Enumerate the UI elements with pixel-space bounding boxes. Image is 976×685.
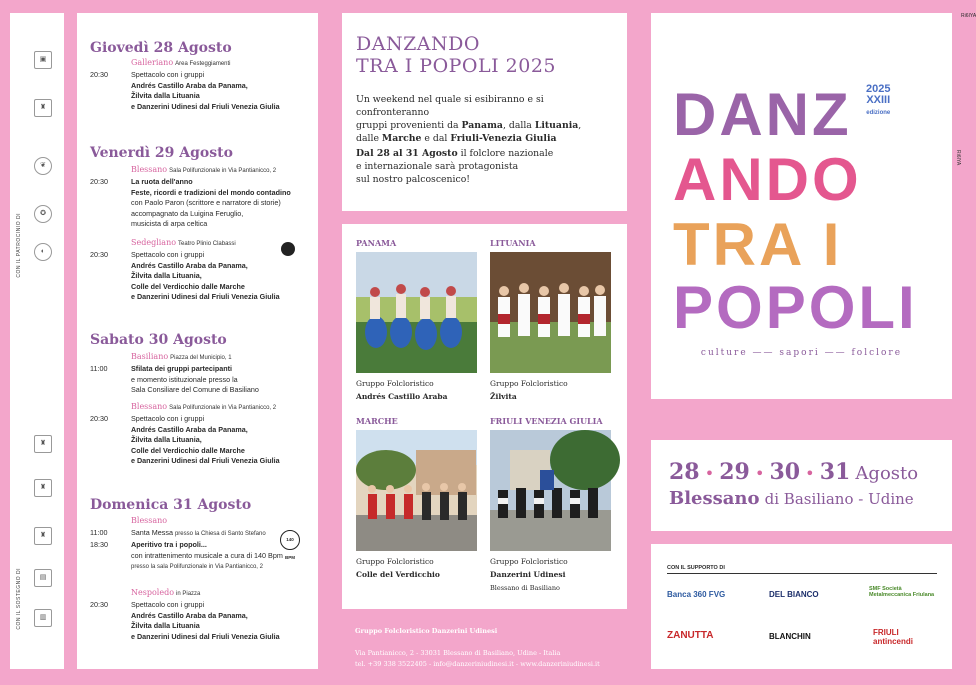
crest-logo-icon-3: ♜ bbox=[34, 527, 52, 545]
region-logo-icon: ▣ bbox=[34, 51, 52, 69]
theatre-logo-icon bbox=[281, 242, 295, 256]
organizer-footer: Gruppo Folcloristico Danzerini Udinesi Via Pantianicco, 2 - 33031 Blessano di Basiliano, Udine - Italia tel. +39 338 3522405 - info@danzeriniudinesi.it - www.danzeriniudinesi.it bbox=[355, 627, 600, 668]
sponsor-friuli-antincendi: FRIULI antincendi bbox=[873, 628, 914, 646]
sponsor-zanutta: ZANUTTA bbox=[667, 630, 714, 641]
sponsor-smf: SMF Società Metalmeccanica Friulana bbox=[869, 586, 935, 598]
sponsors-panel bbox=[651, 544, 952, 669]
intro-paragraph-1: Un weekend nel quale si esibiranno e si confronteranno gruppi provenienti da Panama, dalla Lituania, dalle Marche e dal Friuli-Venezia Giulia bbox=[356, 94, 582, 144]
group-country: PANAMA bbox=[356, 238, 397, 248]
crest-logo-icon-5: ▥ bbox=[34, 609, 52, 627]
divider bbox=[667, 573, 937, 574]
event-place: Sedegliano Teatro Plinio Clabassi bbox=[131, 238, 236, 247]
photo-marche bbox=[356, 430, 477, 551]
poster-tagline: culture —— sapori —— folclore bbox=[700, 348, 903, 358]
unpli-logo-icon: ◐ bbox=[34, 243, 52, 261]
group-caption: Gruppo Folcloristico Andrés Castillo Araba bbox=[356, 379, 448, 401]
crest-logo-icon-4: ▤ bbox=[34, 569, 52, 587]
intro-title: DANZANDO TRA I POPOLI 2025 bbox=[356, 33, 557, 77]
event-place: Blessano Sala Polifunzionale in Via Pantianicco, 2 bbox=[131, 165, 277, 174]
side-mark-text: Ri6IYA bbox=[955, 150, 961, 166]
day-title: Domenica 31 Agosto bbox=[90, 497, 252, 513]
date-line: 28 • 29 • 30 • 31 Agosto bbox=[669, 459, 919, 485]
edition-badge: 2025 XXIII edizione bbox=[866, 83, 891, 116]
day-title: Sabato 30 Agosto bbox=[90, 332, 227, 348]
place-line: Blessano di Basiliano - Udine bbox=[669, 488, 914, 509]
crest-logo-icon-2: ♜ bbox=[34, 479, 52, 497]
support-label: CON IL SOSTEGNO DI bbox=[16, 568, 22, 630]
side-mark: Ri6IYA bbox=[961, 13, 976, 19]
event-place: Basiliano Piazza del Municipio, 1 bbox=[131, 352, 232, 361]
group-country: LITUANIA bbox=[490, 238, 536, 248]
event-place: Galleriano Area Festeggiamenti bbox=[131, 58, 231, 67]
bird-logo-icon: ❦ bbox=[34, 157, 52, 175]
photo-lituania bbox=[490, 252, 611, 373]
poster-word-2: ANDO bbox=[673, 146, 862, 213]
event-place: Nespoledo in Piazza bbox=[131, 588, 201, 597]
poster-word-4: POPOLI bbox=[673, 274, 918, 341]
poster-word-1: DANZ bbox=[673, 81, 852, 148]
day-title: Venerdì 29 Agosto bbox=[90, 145, 233, 161]
event-place: Blessano bbox=[131, 516, 168, 525]
group-country: MARCHE bbox=[356, 416, 398, 426]
group-caption: Gruppo Folcloristico Danzerini Udinesi Blessano di Basiliano bbox=[490, 557, 568, 592]
photo-friuli bbox=[490, 430, 611, 551]
dates-panel bbox=[651, 440, 952, 531]
patronage-label: CON IL PATROCINIO DI bbox=[16, 213, 22, 278]
intro-panel bbox=[342, 13, 627, 211]
sponsor-blanchin: BLANCHIN bbox=[769, 632, 811, 641]
group-caption: Gruppo Folcloristico Colle del Verdicchio bbox=[356, 557, 440, 579]
poster-word-3: TRA I bbox=[673, 211, 843, 278]
event-place: Blessano Sala Polifunzionale in Via Pantianicco, 2 bbox=[131, 402, 277, 411]
day-title: Giovedì 28 Agosto bbox=[90, 40, 232, 56]
poster-panel bbox=[651, 13, 976, 399]
group-country: FRIULI VENEZIA GIULIA bbox=[490, 416, 603, 426]
groups-panel bbox=[342, 224, 627, 609]
crest-logo-icon-1: ♜ bbox=[34, 435, 52, 453]
sponsor-banca360: Banca 360 FVG bbox=[667, 590, 726, 599]
seal-logo-icon: ✪ bbox=[34, 205, 52, 223]
support-label: CON IL SUPPORTO DI bbox=[667, 565, 725, 571]
sponsor-delbianco: DEL BIANCO bbox=[769, 590, 819, 599]
program-panel: Giovedì 28 Agosto Galleriano Area Festeggiamenti 20:30 Spettacolo con i gruppi Andrés Castillo Araba da Panama, Žilvita dalla Lituania e Danzerini Udinesi dal Friuli Venezia Giulia Venerdì 29 Agosto Blessano Sala Polifunzionale in Via Pantianicco, 2 20:30 La ruota dell'anno Feste, ricordi e tradizioni del mondo contadino con Paolo Paron (scrittore e narratore di storie) accompagnato da Luigina Feruglio, musicista di arpa celtica Sedegliano Teatro Plinio Clabassi 20:30 Spettacolo con i gruppi Andrés Castillo Araba da Panama, Žilvita dalla Lituania, Colle del Verdicchio dalle Marche e Danzerini Udinesi dal Friuli Venezia Giulia Sabato 30 Agosto Basiliano Piazza del Municipio, 1 11:00 Sfilata dei gruppi partecipanti e momento istituzionale presso la Sala Consiliare del Comune di Basiliano Blessano Sala Polifunzionale in Via Pantianicco, 2 20:30 Spettacolo con i gruppi Andrés Castillo Araba da Panama, Žilvita dalla Lituania, Colle del Verdicchio dalle Marche e Danzerini Udinesi dal Friuli Venezia Giulia Domenica 31 Agosto Blessano 11:00 Santa Messa presso la Chiesa di Santo Stefano 18:30 Aperitivo tra i popoli... con intrattenimento musicale a cura di 140 Bpm presso la sala Polifunzionale in Via Pantianicco, 2 140 BPM Nespoledo in Piazza 20:30 Spettacolo con i gruppi Andrés Castillo Araba da Panama, Žilvita dalla Lituania e Danzerini Udinesi dal Friuli Venezia Giulia bbox=[77, 13, 318, 669]
municipality-crest-icon: ♜ bbox=[34, 99, 52, 117]
bpm-badge: 140 BPM bbox=[280, 530, 300, 550]
intro-paragraph-2: Dal 28 al 31 Agosto il folclore nazionale e internazionale sarà protagonista sul nostro palcoscenico! bbox=[356, 148, 554, 185]
group-caption: Gruppo Folcloristico Žilvita bbox=[490, 379, 568, 401]
photo-panama bbox=[356, 252, 477, 373]
sponsor-logo-strip bbox=[10, 13, 64, 669]
